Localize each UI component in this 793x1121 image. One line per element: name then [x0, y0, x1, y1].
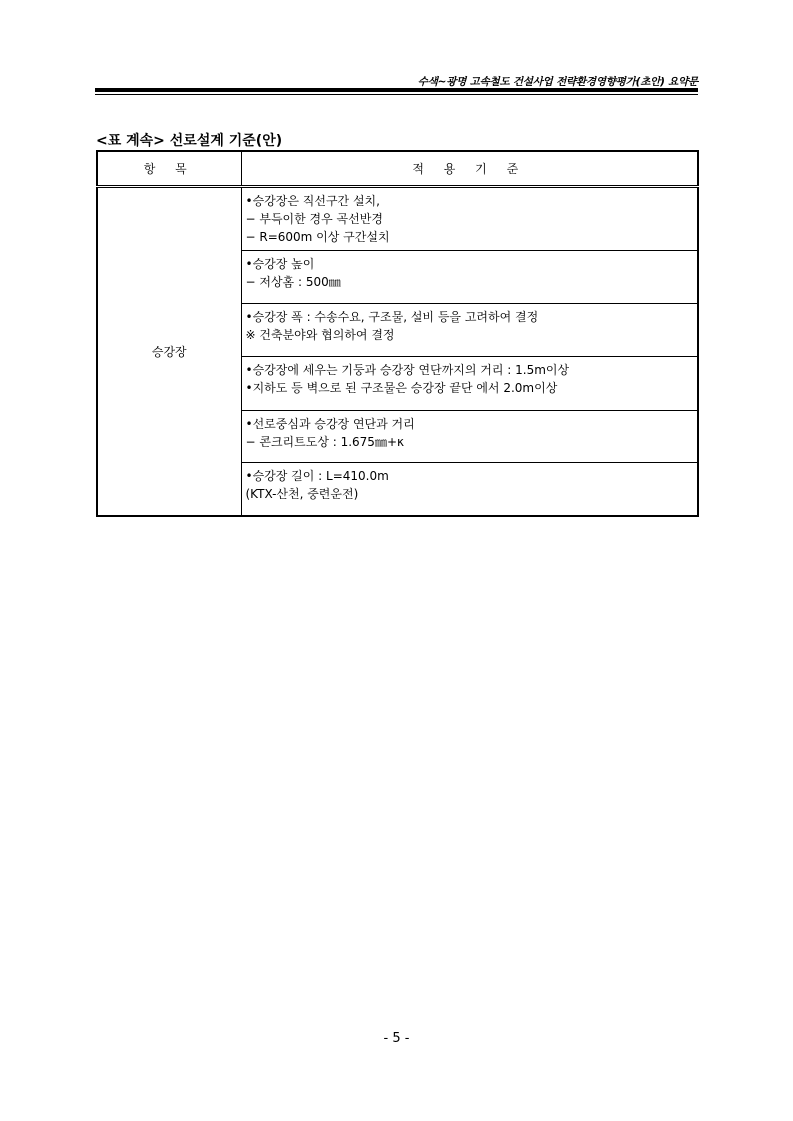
document-header-title: 수색~광명 고속철도 건설사업 전략환경영향평가(초안) 요약문	[417, 76, 698, 88]
criteria-line: •승강장 높이	[245, 257, 315, 271]
criteria-line: •선로중심과 승강장 연단과 거리	[245, 417, 415, 431]
criteria-cell	[241, 251, 698, 304]
criteria-cell	[241, 411, 698, 463]
header-rule-thick	[95, 88, 698, 92]
column-header-criteria: 적 용 기 준	[241, 151, 698, 187]
criteria-cell	[241, 187, 698, 251]
criteria-line: •승강장은 직선구간 설치,	[245, 194, 380, 208]
header-rule-thin	[95, 94, 698, 95]
criteria-cell	[241, 304, 698, 357]
table-header-row	[97, 151, 698, 187]
criteria-line: ※ 건축분야와 협의하여 결정	[245, 328, 395, 342]
criteria-line: − 콘크리트도상 : 1.675㎜+κ	[245, 435, 405, 449]
table-row	[97, 187, 698, 251]
criteria-line: •승강장 폭 : 수송수요, 구조물, 설비 등을 고려하여 결정	[245, 310, 539, 324]
criteria-line: − 부득이한 경우 곡선반경	[245, 212, 383, 226]
criteria-line: •승강장 길이 : L=410.0m	[245, 469, 389, 483]
criteria-line: •승강장에 세우는 기둥과 승강장 연단까지의 거리 : 1.5m이상	[245, 363, 570, 377]
criteria-cell	[241, 463, 698, 516]
page-number: - 5 -	[383, 1031, 410, 1046]
criteria-line: − 저상홈 : 500㎜	[245, 275, 341, 289]
table-caption: <표 계속> 선로설계 기준(안)	[96, 133, 283, 149]
criteria-cell	[241, 357, 698, 411]
criteria-line: (KTX-산천, 중련운전)	[245, 487, 359, 501]
item-cell-platform: 승강장	[97, 187, 241, 516]
design-criteria-table	[96, 150, 699, 517]
column-header-item: 항 목	[97, 151, 241, 187]
criteria-line: − R=600m 이상 구간설치	[245, 230, 390, 244]
criteria-line: •지하도 등 벽으로 된 구조물은 승강장 끝단 에서 2.0m이상	[245, 381, 558, 395]
